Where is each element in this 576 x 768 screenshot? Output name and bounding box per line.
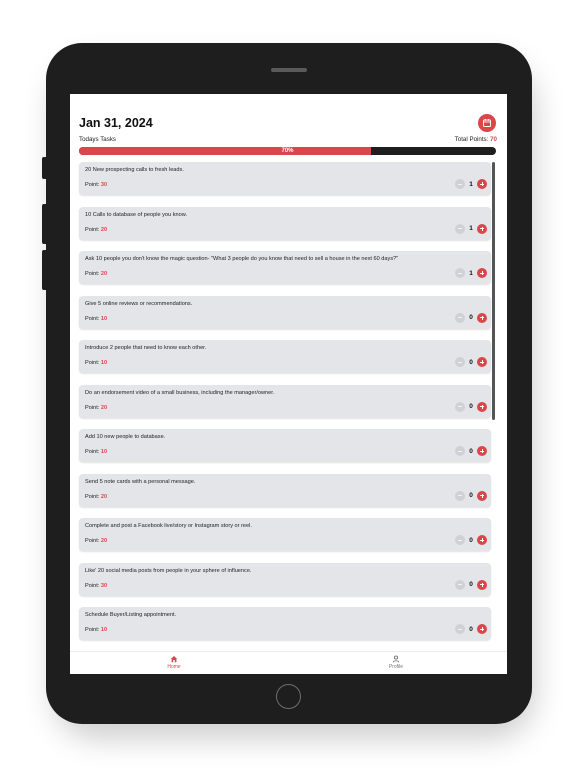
task-points: [85, 494, 107, 500]
bottom-nav: [70, 651, 507, 674]
task-points-label: Point:: [85, 182, 100, 188]
task-points: [85, 271, 107, 277]
nav-profile-label: Profile: [388, 664, 404, 670]
task-card: [79, 385, 491, 418]
task-stepper: [455, 179, 487, 189]
home-icon: [170, 655, 178, 663]
task-points: [85, 316, 107, 322]
increment-button[interactable]: [477, 491, 487, 501]
task-count: 1: [469, 225, 473, 232]
task-card: [79, 207, 491, 240]
speaker-grille: [271, 68, 307, 72]
nav-profile[interactable]: [376, 655, 416, 670]
tablet-frame: [46, 43, 532, 724]
decrement-button[interactable]: [455, 624, 465, 634]
task-card: [79, 607, 491, 640]
nav-home-label: Home: [167, 664, 181, 670]
task-points: [85, 449, 107, 455]
task-count: 0: [469, 492, 473, 499]
nav-home[interactable]: [154, 655, 194, 670]
home-hardware-button: [276, 684, 301, 709]
app-screen: [70, 94, 507, 674]
task-points: [85, 405, 107, 411]
task-points-value: 20: [100, 271, 108, 277]
task-points-value: 10: [100, 315, 108, 322]
task-stepper: [455, 224, 487, 234]
decrement-button[interactable]: [455, 268, 465, 278]
task-points-label: Point:: [85, 360, 100, 366]
task-title: Do an endorsement video of a small business, including the manager/owner.: [85, 389, 275, 396]
task-card: [79, 474, 491, 507]
task-points: [85, 627, 107, 633]
increment-button[interactable]: [477, 357, 487, 367]
task-count: 0: [469, 625, 473, 633]
decrement-button[interactable]: [455, 357, 465, 367]
task-points-label: Point:: [85, 493, 100, 500]
task-stepper: [455, 402, 487, 412]
task-points-value: 20: [100, 538, 108, 544]
task-title: Send 5 note cards with a personal message.: [85, 478, 196, 485]
task-count: 0: [469, 581, 473, 588]
decrement-button[interactable]: [455, 313, 465, 323]
progress-label: 70%: [281, 148, 294, 154]
task-count: 0: [469, 536, 473, 544]
task-points: [85, 538, 107, 544]
todays-tasks-label: Todays Tasks: [79, 136, 117, 143]
task-stepper: [455, 624, 487, 634]
task-title: 20 New prospecting calls to fresh leads.: [85, 167, 184, 173]
page-title-date: Jan 31, 2024: [79, 116, 153, 130]
task-count: 0: [469, 358, 473, 366]
task-card: [79, 518, 491, 551]
task-title: 10 Calls to database of people you know.: [85, 211, 188, 218]
task-points-value: 10: [100, 449, 108, 455]
task-title: Ask 10 people you don't know the magic question- "What 3 people do you know that need to sell a house in the next 60 days?": [85, 256, 399, 262]
task-points-value: 30: [100, 182, 108, 188]
calendar-button[interactable]: [478, 114, 496, 132]
task-stepper: [455, 491, 487, 501]
task-card: [79, 340, 491, 373]
increment-button[interactable]: [477, 268, 487, 278]
increment-button[interactable]: [477, 535, 487, 545]
increment-button[interactable]: [477, 624, 487, 634]
task-title: Add 10 new people to database.: [85, 434, 166, 440]
task-points-label: Point:: [85, 404, 100, 411]
task-card: [79, 429, 491, 462]
task-count: 0: [469, 447, 473, 455]
total-points-value: 70: [490, 136, 497, 143]
task-count: 0: [469, 403, 473, 410]
task-count: 1: [469, 269, 473, 277]
task-points-label: Point:: [85, 627, 100, 633]
task-points-label: Point:: [85, 226, 100, 233]
decrement-button[interactable]: [455, 580, 465, 590]
task-title: Introduce 2 people that need to know each other.: [85, 345, 207, 351]
task-list: [79, 162, 491, 652]
user-icon: [392, 655, 400, 663]
increment-button[interactable]: [477, 580, 487, 590]
calendar-icon: [482, 118, 492, 128]
scrollbar[interactable]: [492, 162, 495, 420]
task-points-value: 30: [100, 582, 108, 589]
task-card: [79, 563, 491, 596]
total-points: [455, 136, 497, 143]
task-stepper: [455, 580, 487, 590]
task-points: [85, 583, 107, 589]
task-points-value: 10: [100, 360, 108, 366]
task-points-label: Point:: [85, 315, 100, 322]
task-card: [79, 296, 491, 329]
task-points-value: 10: [100, 627, 108, 633]
increment-button[interactable]: [477, 313, 487, 323]
task-title: Complete and post a Facebook live/story or Instagram story or reel.: [85, 523, 252, 529]
total-points-label: Total Points:: [454, 136, 489, 143]
increment-button[interactable]: [477, 402, 487, 412]
decrement-button[interactable]: [455, 179, 465, 189]
task-card: [79, 162, 491, 195]
task-card: [79, 251, 491, 284]
task-points-value: 20: [100, 226, 108, 233]
task-points-label: Point:: [85, 449, 100, 455]
task-points-value: 20: [100, 493, 108, 500]
task-stepper: [455, 268, 487, 278]
decrement-button[interactable]: [455, 446, 465, 456]
decrement-button[interactable]: [455, 402, 465, 412]
task-points-value: 20: [100, 404, 108, 411]
task-count: 0: [469, 314, 473, 321]
task-stepper: [455, 535, 487, 545]
task-stepper: [455, 313, 487, 323]
task-points: [85, 182, 107, 188]
task-title: Give 5 online reviews or recommendations.: [85, 300, 193, 307]
task-stepper: [455, 446, 487, 456]
decrement-button[interactable]: [455, 224, 465, 234]
task-count: 1: [469, 180, 473, 188]
task-points: [85, 360, 107, 366]
task-points-label: Point:: [85, 271, 100, 277]
task-title: Like' 20 social media posts from people in your sphere of influence.: [85, 567, 252, 574]
progress-bar: [79, 147, 496, 155]
task-title: Schedule Buyer/Listing appointment.: [85, 612, 177, 618]
increment-button[interactable]: [477, 179, 487, 189]
decrement-button[interactable]: [455, 535, 465, 545]
increment-button[interactable]: [477, 224, 487, 234]
task-points-label: Point:: [85, 582, 100, 589]
task-stepper: [455, 357, 487, 367]
task-points: [85, 227, 107, 233]
increment-button[interactable]: [477, 446, 487, 456]
task-points-label: Point:: [85, 538, 100, 544]
decrement-button[interactable]: [455, 491, 465, 501]
